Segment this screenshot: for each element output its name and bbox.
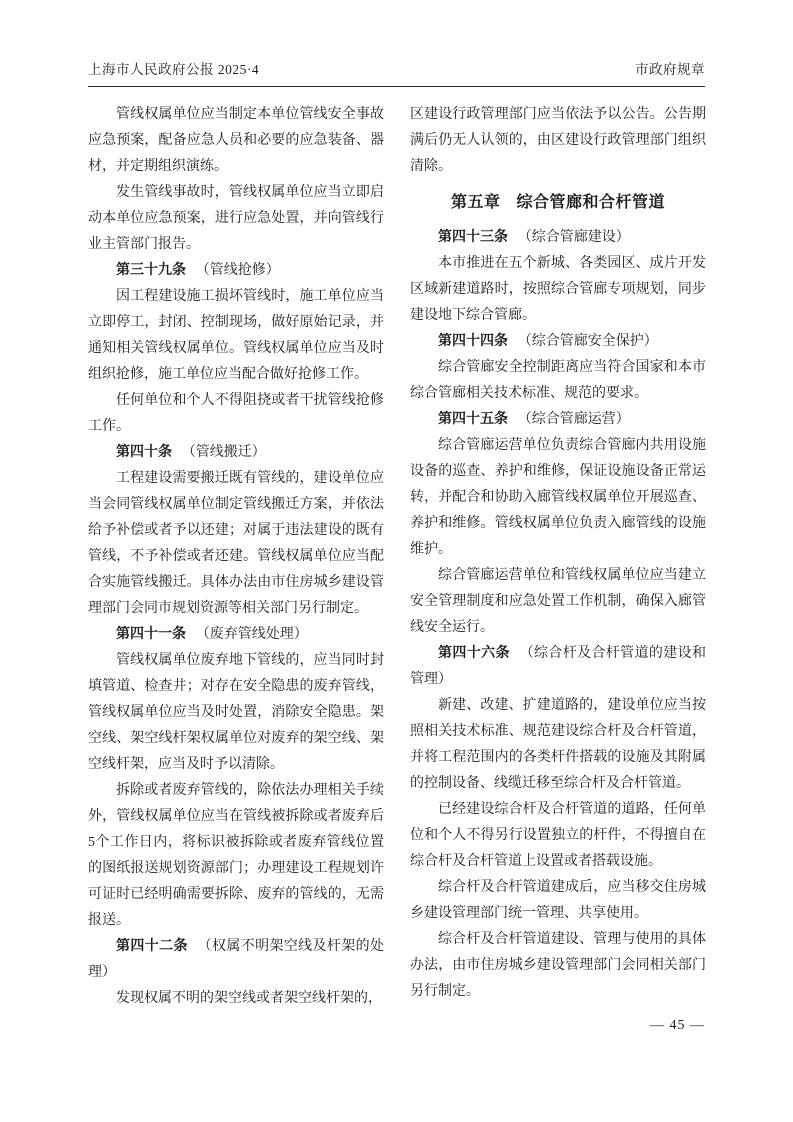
article-heading [88, 622, 384, 648]
chapter-number: 第五章 [450, 194, 501, 211]
paragraph: 管线权属单位废弃地下管线的，应当同时封填管道、检查井；对存在安全隐患的废弃管线，管线权属单位应当及时处置，消除安全隐患。架空线、架空线杆架权属单位对废弃的架空线、架空线杆架，应当及时予以清除。 [88, 653, 384, 772]
paragraph-continuation: 区建设行政管理部门应当依法予以公告。公告期满后仍无人认领的，由区建设行政管理部门组织清除。 [410, 107, 706, 174]
article-heading [410, 641, 706, 693]
article-heading [88, 440, 384, 466]
article-title: （综合杆及合杆管道的建设和管理） [410, 646, 707, 687]
left-column [88, 102, 384, 1012]
paragraph: 综合管廊安全控制距离应当符合国家和本市综合管廊相关技术标准、规范的要求。 [410, 360, 706, 401]
paragraph: 管线权属单位应当制定本单位管线安全事故应急预案，配备应急人员和必要的应急装备、器材，并定期组织演练。 [88, 107, 384, 174]
paragraph: 综合管廊运营单位和管线权属单位应当建立安全管理制度和应急处置工作机制，确保入廊管线安全运行。 [410, 568, 706, 635]
article-heading [88, 258, 384, 284]
article-title: （综合管廊建设） [517, 230, 630, 245]
page-header [88, 58, 705, 78]
article-heading [410, 329, 706, 355]
content [88, 102, 706, 1012]
article-number: 第四十一条 [116, 627, 186, 642]
article-title: （权属不明架空线及杆架的处理） [88, 939, 385, 980]
paragraph: 拆除或者废弃管线的，除依法办理相关手续外，管线权属单位应当在管线被拆除或者废弃后5个工作日内，将标识被拆除或者废弃管线位置的图纸报送规划资源部门；办理建设工程规划许可证时已经明确需要拆除、废弃的管线的，无需报送。 [88, 783, 384, 928]
article-number: 第四十五条 [438, 412, 508, 427]
article-heading [410, 225, 706, 251]
article-title: （综合管廊安全保护） [517, 334, 658, 349]
paragraph: 本市推进在五个新城、各类园区、成片开发区域新建道路时，按照综合管廊专项规划，同步建设地下综合管廊。 [410, 256, 706, 323]
article-title: （管线搬迁） [181, 445, 266, 460]
paragraph: 工程建设需要搬迁既有管线的，建设单位应当会同管线权属单位制定管线搬迁方案，并依法给予补偿或者予以还建；对属于违法建设的既有管线，不予补偿或者还建。管线权属单位应当配合实施管线搬迁。具体办法由市住房城乡建设管理部门会同市规划资源等相关部门另行制定。 [88, 471, 384, 616]
paragraph: 发现权属不明的架空线或者架空线杆架的， [116, 991, 382, 1006]
paragraph: 综合杆及合杆管道建成后，应当移交住房城乡建设管理部门统一管理、共享使用。 [410, 880, 706, 921]
chapter-heading [410, 190, 706, 216]
header-section-label: 市政府规章 [635, 62, 705, 77]
article-number: 第四十四条 [438, 334, 508, 349]
header-publication-title: 上海市人民政府公报 2025·4 [88, 62, 260, 77]
paragraph: 任何单位和个人不得阻挠或者干扰管线抢修工作。 [88, 393, 384, 434]
article-title: （综合管廊运营） [517, 412, 630, 427]
article-title: （废弃管线处理） [195, 627, 308, 642]
article-number: 第四十二条 [116, 939, 188, 954]
header-rule [88, 86, 705, 87]
article-heading [88, 934, 384, 986]
article-title: （管线抢修） [195, 263, 280, 278]
paragraph: 新建、改建、扩建道路的，建设单位应当按照相关技术标准、规范建设综合杆及合杆管道，并将工程范围内的各类杆件搭载的设施及其附属的控制设备、线缆迁移至综合杆及合杆管道。 [410, 698, 706, 791]
chapter-title: 综合管廊和合杆管道 [516, 194, 666, 211]
article-number: 第四十三条 [438, 230, 508, 245]
paragraph: 综合杆及合杆管道建设、管理与使用的具体办法，由市住房城乡建设管理部门会同相关部门另行制定。 [410, 932, 706, 999]
article-number: 第四十条 [116, 445, 172, 460]
article-number: 第四十六条 [438, 646, 510, 661]
paragraph: 已经建设综合杆及合杆管道的道路，任何单位和个人不得另行设置独立的杆件，不得擅自在综合杆及合杆管道上设置或者搭载设施。 [410, 802, 706, 869]
right-column [410, 102, 706, 1012]
article-heading [410, 407, 706, 433]
paragraph: 因工程建设施工损坏管线时，施工单位应当立即停工，封闭、控制现场，做好原始记录，并通知相关管线权属单位。管线权属单位应当及时组织抢修，施工单位应当配合做好抢修工作。 [88, 289, 384, 382]
page-number: — 45 — [650, 1018, 705, 1033]
article-number: 第三十九条 [116, 263, 186, 278]
paragraph: 发生管线事故时，管线权属单位应当立即启动本单位应急预案，进行应急处置，并向管线行业主管部门报告。 [88, 185, 384, 252]
paragraph: 综合管廊运营单位负责综合管廊内共用设施设备的巡查、养护和维修，保证设施设备正常运转，并配合和协助入廊管线权属单位开展巡查、养护和维修。管线权属单位负责入廊管线的设施维护。 [410, 438, 706, 557]
